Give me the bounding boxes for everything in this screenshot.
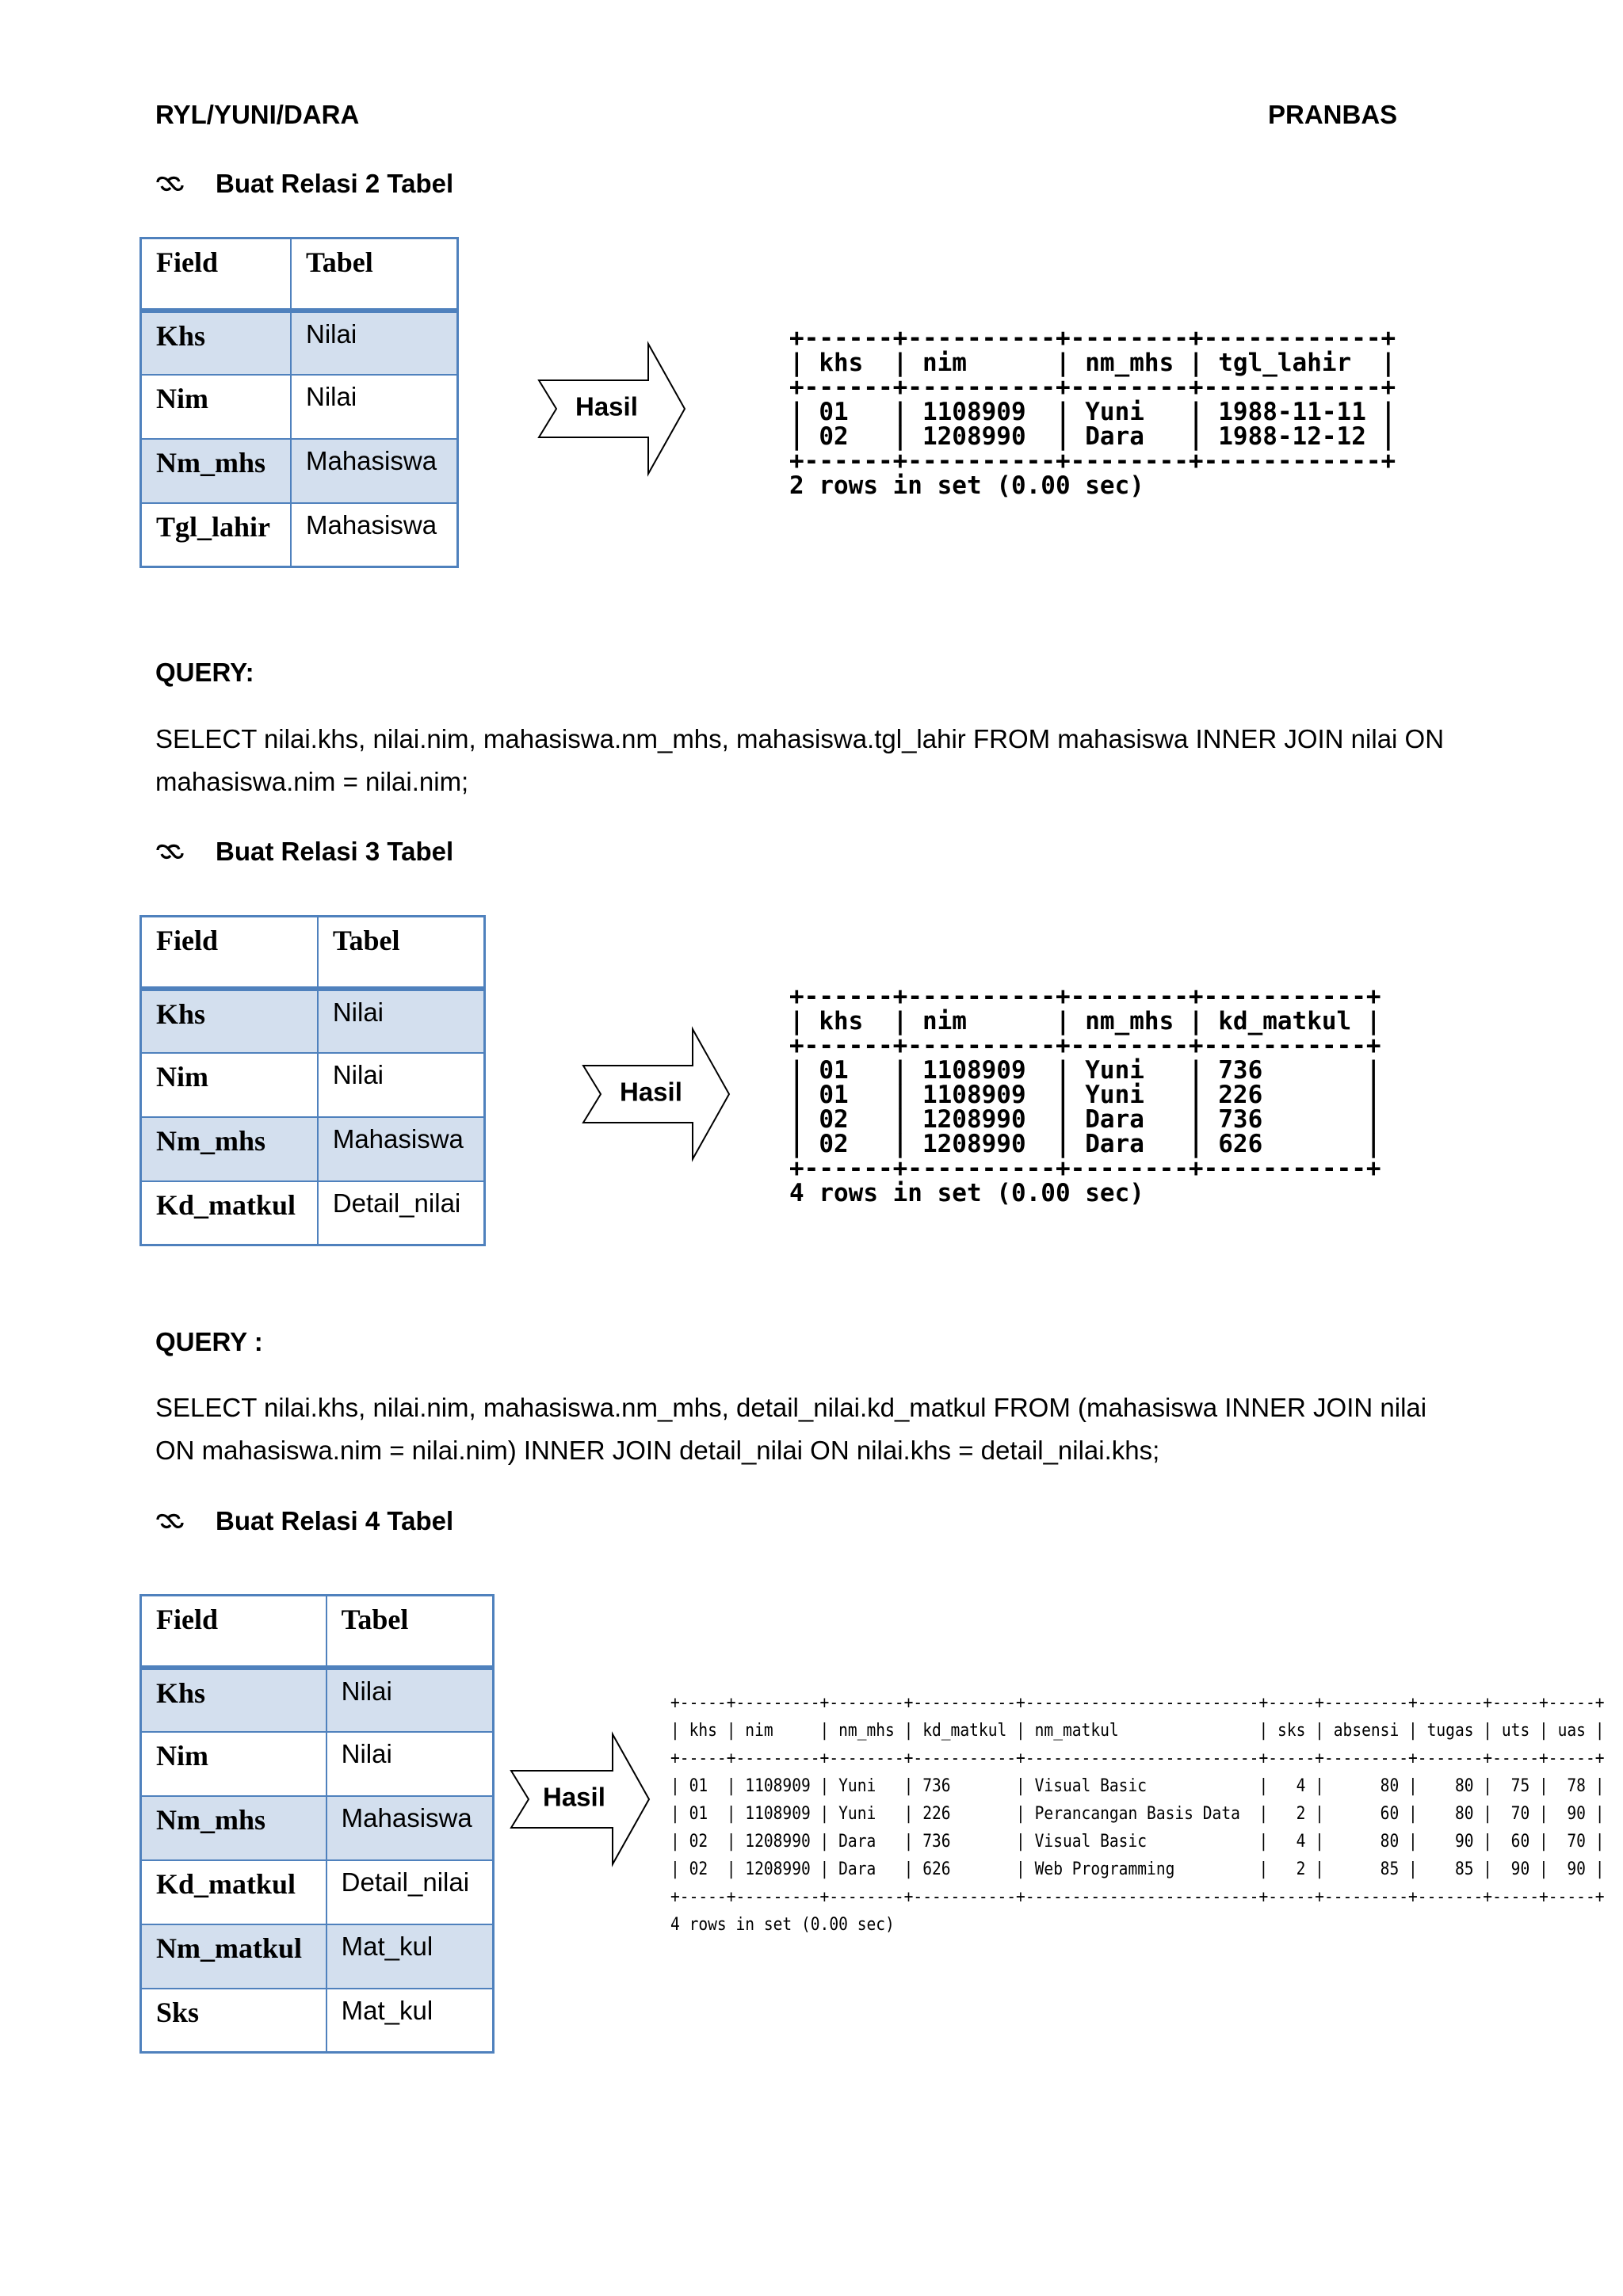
table-row [141,1053,485,1117]
table-row [141,1732,494,1796]
hasil-label: Hasil [620,1077,682,1107]
tabel-cell: Nilai [291,311,458,375]
tabel-cell: Mat_kul [327,1924,494,1989]
field-cell: Khs [141,311,291,375]
result-line: | 02 | 1208990 | Dara | 736 | [789,1105,1381,1134]
table-row [141,1117,485,1181]
tabel-cell: Detail_nilai [327,1860,494,1924]
table-header-row [141,1596,494,1668]
link-bullet-icon [155,840,187,864]
section-3-heading [155,1506,453,1536]
result-line: | khs | nim | nm_mhs | kd_matkul | [789,1007,1381,1035]
query-result-3 [670,1689,1605,1939]
result-line: | 01 | 1108909 | Yuni | 226 | [789,1081,1381,1109]
field-cell: Nm_mhs [141,439,291,503]
header-tabel: Tabel [318,917,485,989]
header-tabel: Tabel [327,1596,494,1668]
tabel-cell: Nilai [327,1668,494,1732]
result-line: | 01 | 1108909 | Yuni | 736 | Visual Basic | 4 | 80 | 80 | 75 | 78 | [670,1775,1605,1796]
result-line: | khs | nim | nm_mhs | kd_matkul | nm_matkul | sks | absensi | tugas | uts | uas | [670,1720,1605,1741]
result-line: +-----+---------+--------+-----------+-------------------------+-----+---------+-------+-----+-----+ [670,1692,1605,1713]
result-line: | 01 | 1108909 | Yuni | 226 | Perancangan Basis Data | 2 | 60 | 80 | 70 | 90 | [670,1803,1605,1824]
result-line: | 02 | 1208990 | Dara | 626 | [789,1130,1381,1158]
section-3-title: Buat Relasi 4 Tabel [216,1506,454,1535]
result-line: +-----+---------+--------+-----------+-------------------------+-----+---------+-------+-----+-----+ [670,1748,1605,1768]
table-header-row [141,917,485,989]
query-line: ON mahasiswa.nim = nilai.nim) INNER JOIN detail_nilai ON nilai.khs = detail_nilai.khs; [155,1436,1160,1465]
query-text-2 [155,1386,1550,1472]
tabel-cell: Nilai [327,1732,494,1796]
table-row [141,1860,494,1924]
tabel-cell: Nilai [318,989,485,1053]
result-line: | khs | nim | nm_mhs | tgl_lahir | [789,349,1396,377]
field-table-1 [139,237,459,568]
query-result-2 [789,982,1381,1207]
table-row [141,1924,494,1989]
table-row [141,375,458,439]
tabel-cell: Detail_nilai [318,1181,485,1245]
tabel-cell: Mat_kul [327,1989,494,2053]
result-line: +------+----------+--------+------------+ [789,373,1396,402]
tabel-cell: Nilai [318,1053,485,1117]
table-row [141,1668,494,1732]
hasil-arrow-2 [582,1026,732,1162]
query-label-1: QUERY: [155,658,254,687]
table-row [141,503,458,567]
field-table-3 [139,1594,495,2054]
field-cell: Khs [141,989,318,1053]
section-1-title: Buat Relasi 2 Tabel [216,169,454,198]
header-right: PRANBAS [1268,100,1398,129]
field-cell: Nm_mhs [141,1117,318,1181]
query-line: SELECT nilai.khs, nilai.nim, mahasiswa.nm_mhs, mahasiswa.tgl_lahir FROM mahasiswa INNER JOIN nilai ON [155,724,1445,753]
result-line: 4 rows in set (0.00 sec) [789,1179,1144,1207]
field-cell: Nm_mhs [141,1796,327,1860]
hasil-arrow-3 [510,1731,652,1867]
query-line: mahasiswa.nim = nilai.nim; [155,767,469,796]
field-cell: Nim [141,1732,327,1796]
tabel-cell: Mahasiswa [291,439,458,503]
field-table-2 [139,915,486,1246]
section-1-heading [155,169,453,199]
tabel-cell: Mahasiswa [291,503,458,567]
tabel-cell: Mahasiswa [327,1796,494,1860]
hasil-label: Hasil [543,1782,605,1812]
result-line: | 01 | 1108909 | Yuni | 1988-11-11 | [789,398,1396,426]
field-cell: Kd_matkul [141,1860,327,1924]
query-label-2: QUERY : [155,1327,263,1356]
result-line: 4 rows in set (0.00 sec) [670,1914,895,1935]
field-cell: Kd_matkul [141,1181,318,1245]
result-line: | 02 | 1208990 | Dara | 1988-12-12 | [789,422,1396,451]
field-cell: Tgl_lahir [141,503,291,567]
field-cell: Sks [141,1989,327,2053]
field-cell: Nm_matkul [141,1924,327,1989]
link-bullet-icon [155,1509,187,1533]
result-line: | 02 | 1208990 | Dara | 626 | Web Programming | 2 | 85 | 85 | 90 | 90 | [670,1859,1605,1879]
tabel-cell: Nilai [291,375,458,439]
header-field: Field [141,1596,327,1668]
result-line: +-----+---------+--------+-----------+-------------------------+-----+---------+-------+-----+-----+ [670,1886,1605,1907]
header-field: Field [141,238,291,311]
link-bullet-icon [155,172,187,196]
field-cell: Nim [141,375,291,439]
result-line: | 01 | 1108909 | Yuni | 736 | [789,1056,1381,1085]
section-2-title: Buat Relasi 3 Tabel [216,837,454,866]
hasil-label: Hasil [575,391,638,421]
table-row [141,439,458,503]
tabel-cell: Mahasiswa [318,1117,485,1181]
header-tabel: Tabel [291,238,458,311]
result-line: 2 rows in set (0.00 sec) [789,471,1144,500]
table-header-row [141,238,458,311]
header-left: RYL/YUNI/DARA [155,100,360,129]
result-line: +------+----------+--------+------------+ [789,324,1396,353]
field-cell: Khs [141,1668,327,1732]
table-row [141,1796,494,1860]
table-row [141,989,485,1053]
field-cell: Nim [141,1053,318,1117]
result-line: +------+----------+--------+------------+ [789,447,1396,475]
table-row [141,1989,494,2053]
section-2-heading [155,837,453,867]
header-field: Field [141,917,318,989]
query-text-1 [155,718,1550,803]
query-result-1 [789,326,1396,498]
table-row [141,311,458,375]
hasil-arrow-1 [537,341,688,477]
result-line: +------+----------+--------+-----------+ [789,982,1381,1011]
result-line: +------+----------+--------+-----------+ [789,1154,1381,1183]
query-line: SELECT nilai.khs, nilai.nim, mahasiswa.nm_mhs, detail_nilai.kd_matkul FROM (mahasiswa INNER JOIN nilai [155,1393,1427,1422]
result-line: | 02 | 1208990 | Dara | 736 | Visual Basic | 4 | 80 | 90 | 60 | 70 | [670,1831,1605,1852]
table-row [141,1181,485,1245]
result-line: +------+----------+--------+-----------+ [789,1032,1381,1060]
